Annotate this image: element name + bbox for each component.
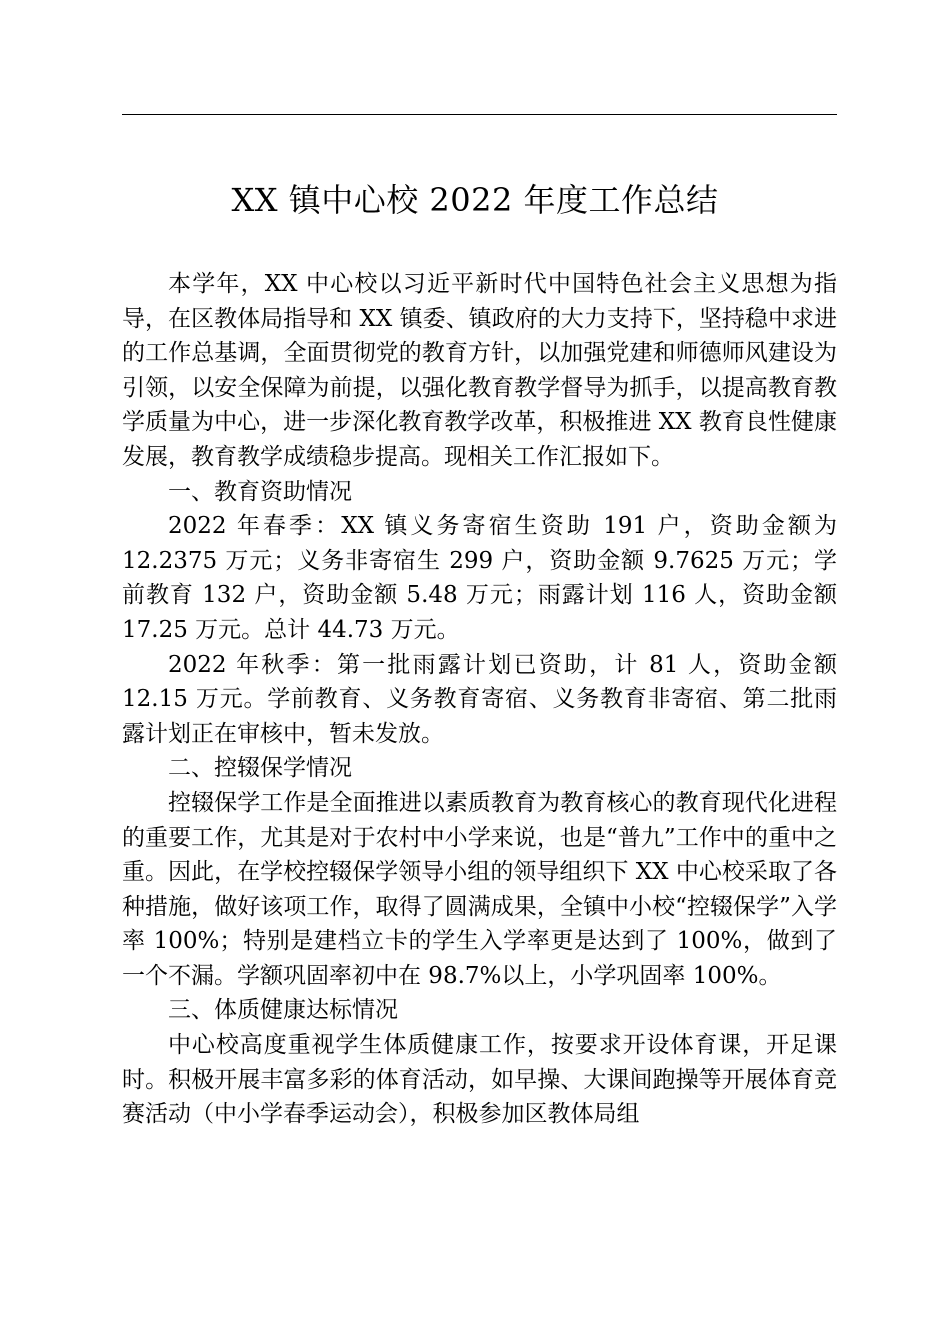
fitness-paragraph: 中心校高度重视学生体质健康工作，按要求开设体育课，开足课时。积极开展丰富多彩的体育活动，如早操、大课间跑操等开展体育竞赛活动（中小学春季运动会），积极参加区教体局组 xyxy=(122,1032,837,1128)
section-heading-dropout: 二、控辍保学情况 xyxy=(168,755,352,782)
intro-paragraph: 本学年，XX 中心校以习近平新时代中国特色社会主义思想为指导，在区教体局指导和 XX 镇委、镇政府的大力支持下，坚持稳中求进的工作总基调，全面贯彻党的教育方针，以加强党建和师德师风建设为引领，以安全保障为前提，以强化教育教学督导为抓手，以提高教育教学质量为中心，进一步深化教育教学改革，积极推进 XX 教育良性健康发展，教育教学成绩稳步提高。现相关工作汇报如下。 xyxy=(122,271,837,470)
dropout-paragraph: 控辍保学工作是全面推进以素质教育为教育核心的教育现代化进程的重要工作，尤其是对于农村中小学来说，也是“普九”工作中的重中之重。因此，在学校控辍保学领导小组的领导组织下 XX 中心校采取了各种措施，做好该项工作，取得了圆满成果，全镇中小校“控辍保学”入学率 100%；特别是建档立卡的学生入学率更是达到了 100%，做到了一个不漏。学额巩固率初中在 98.7%以上，小学巩固率 100%。 xyxy=(122,789,837,989)
aid-autumn-paragraph: 2022 年秋季：第一批雨露计划已资助，计 81 人，资助金额 12.15 万元。学前教育、义务教育寄宿、义务教育非寄宿、第二批雨露计划正在审核中，暂未发放。 xyxy=(122,651,837,747)
aid-spring-paragraph: 2022 年春季：XX 镇义务寄宿生资助 191 户，资助金额为 12.2375 万元；义务非寄宿生 299 户，资助金额 9.7625 万元；学前教育 132 户，资助金额 5.48 万元；雨露计划 116 人，资助金额 17.25 万元。总计 44.73 万元。 xyxy=(122,513,837,643)
header-rule xyxy=(122,114,837,115)
document-body xyxy=(122,267,837,1132)
section-heading-fitness: 三、体质健康达标情况 xyxy=(168,997,398,1024)
section-heading-aid: 一、教育资助情况 xyxy=(168,478,352,505)
document-title: XX 镇中心校 2022 年度工作总结 xyxy=(231,181,719,219)
